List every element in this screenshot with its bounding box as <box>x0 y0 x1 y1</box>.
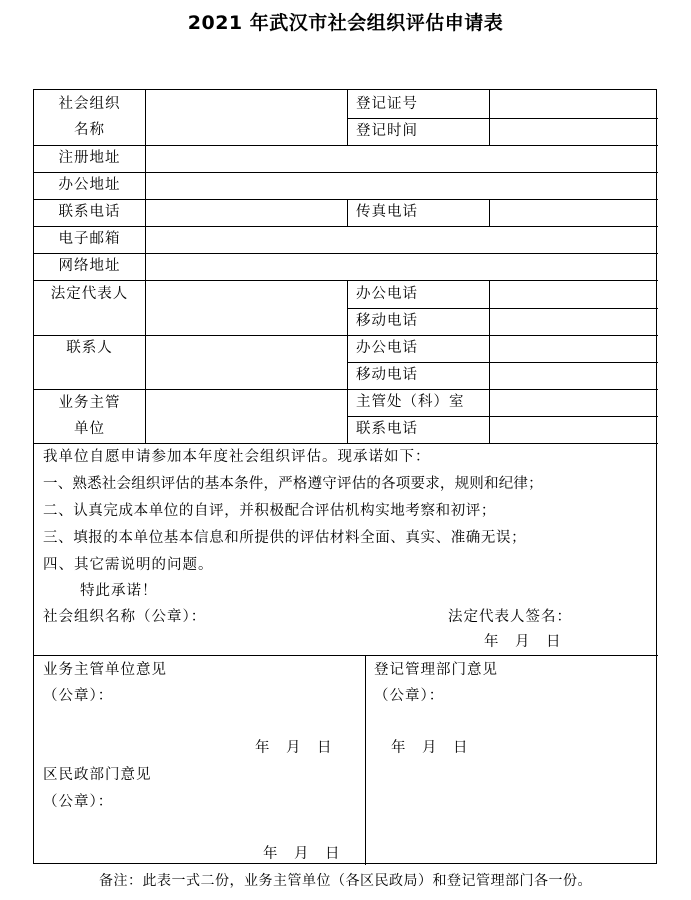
pledge-intro: 我单位自愿申请参加本年度社会组织评估。现承诺如下： <box>43 449 431 465</box>
pledge-closing: 特此承诺！ <box>80 583 158 599</box>
label-email: 电子邮箱 <box>58 231 121 247</box>
legal-sign-label: 法定代表人签名： <box>448 609 572 625</box>
registry-opinion-title: 登记管理部门意见 <box>374 662 498 678</box>
supervisor-phone-field[interactable] <box>490 417 657 442</box>
pledge-item-4: 四、其它需说明的问题。 <box>43 557 214 573</box>
registry-opinion-date: 年 月 日 <box>391 740 469 756</box>
label-contact: 联系人 <box>66 340 113 356</box>
legal-rep-field[interactable] <box>146 281 346 334</box>
phone-field[interactable] <box>146 200 346 225</box>
civil-opinion-date: 年 月 日 <box>263 846 341 862</box>
supervisor-dept-field[interactable] <box>490 390 657 415</box>
website-field[interactable] <box>146 254 657 279</box>
footnote: 备注：此表一式二份，业务主管单位（各区民政局）和登记管理部门各一份。 <box>99 873 592 889</box>
org-seal-label: 社会组织名称（公章）： <box>43 609 207 625</box>
org-name-field[interactable] <box>146 91 346 144</box>
label-contact-office-phone: 办公电话 <box>356 340 418 356</box>
supervisor-seal-label: （公章）： <box>43 688 114 704</box>
label-org-name-line2: 名称 <box>74 122 105 138</box>
label-phone: 联系电话 <box>58 204 121 220</box>
reg-no-field[interactable] <box>490 91 657 117</box>
contact-mobile-field[interactable] <box>490 363 657 388</box>
supervisor-opinion-title: 业务主管单位意见 <box>43 662 167 678</box>
column-divider <box>347 280 348 443</box>
contact-office-phone-field[interactable] <box>490 336 657 361</box>
application-form-table <box>33 89 657 864</box>
label-supervisor-line1: 业务主管 <box>58 395 121 411</box>
pledge-item-1: 一、熟悉社会组织评估的基本条件，严格遵守评估的各项要求，规则和纪律； <box>43 476 543 492</box>
label-supervisor-dept: 主管处（科）室 <box>356 394 465 410</box>
label-org-name-line1: 社会组织 <box>58 96 121 112</box>
civil-seal-label: （公章）： <box>43 794 114 810</box>
legal-mobile-field[interactable] <box>490 309 657 334</box>
column-divider <box>347 90 348 145</box>
page-title: 2021 年武汉市社会组织评估申请表 <box>187 12 504 34</box>
supervisor-opinion-date: 年 月 日 <box>255 740 333 756</box>
contact-field[interactable] <box>146 336 346 388</box>
label-supervisor-phone: 联系电话 <box>356 421 418 437</box>
civil-opinion-title: 区民政部门意见 <box>43 767 152 783</box>
office-address-field[interactable] <box>146 173 657 198</box>
reg-time-field[interactable] <box>490 119 657 144</box>
section-divider <box>34 655 658 656</box>
label-reg-address: 注册地址 <box>58 150 121 166</box>
label-reg-no: 登记证号 <box>356 96 418 112</box>
label-office-address: 办公地址 <box>58 177 121 193</box>
email-field[interactable] <box>146 227 657 252</box>
label-reg-time: 登记时间 <box>356 123 418 139</box>
supervisor-field[interactable] <box>146 390 346 442</box>
registry-seal-label: （公章）： <box>374 688 445 704</box>
row-divider <box>34 443 658 444</box>
column-divider <box>347 199 348 226</box>
legal-office-phone-field[interactable] <box>490 281 657 307</box>
label-contact-mobile: 移动电话 <box>356 367 418 383</box>
fax-field[interactable] <box>490 200 657 225</box>
column-divider <box>365 655 366 865</box>
reg-address-field[interactable] <box>146 146 657 171</box>
label-website: 网络地址 <box>58 258 121 274</box>
label-legal-mobile: 移动电话 <box>356 313 418 329</box>
label-legal-office-phone: 办公电话 <box>356 286 418 302</box>
pledge-item-2: 二、认真完成本单位的自评，并积极配合评估机构实地考察和初评； <box>43 503 496 519</box>
pledge-item-3: 三、填报的本单位基本信息和所提供的评估材料全面、真实、准确无误； <box>43 530 527 546</box>
label-fax: 传真电话 <box>356 204 418 220</box>
label-legal-rep: 法定代表人 <box>50 286 129 302</box>
label-supervisor-line2: 单位 <box>74 421 105 437</box>
pledge-date: 年 月 日 <box>484 634 562 650</box>
